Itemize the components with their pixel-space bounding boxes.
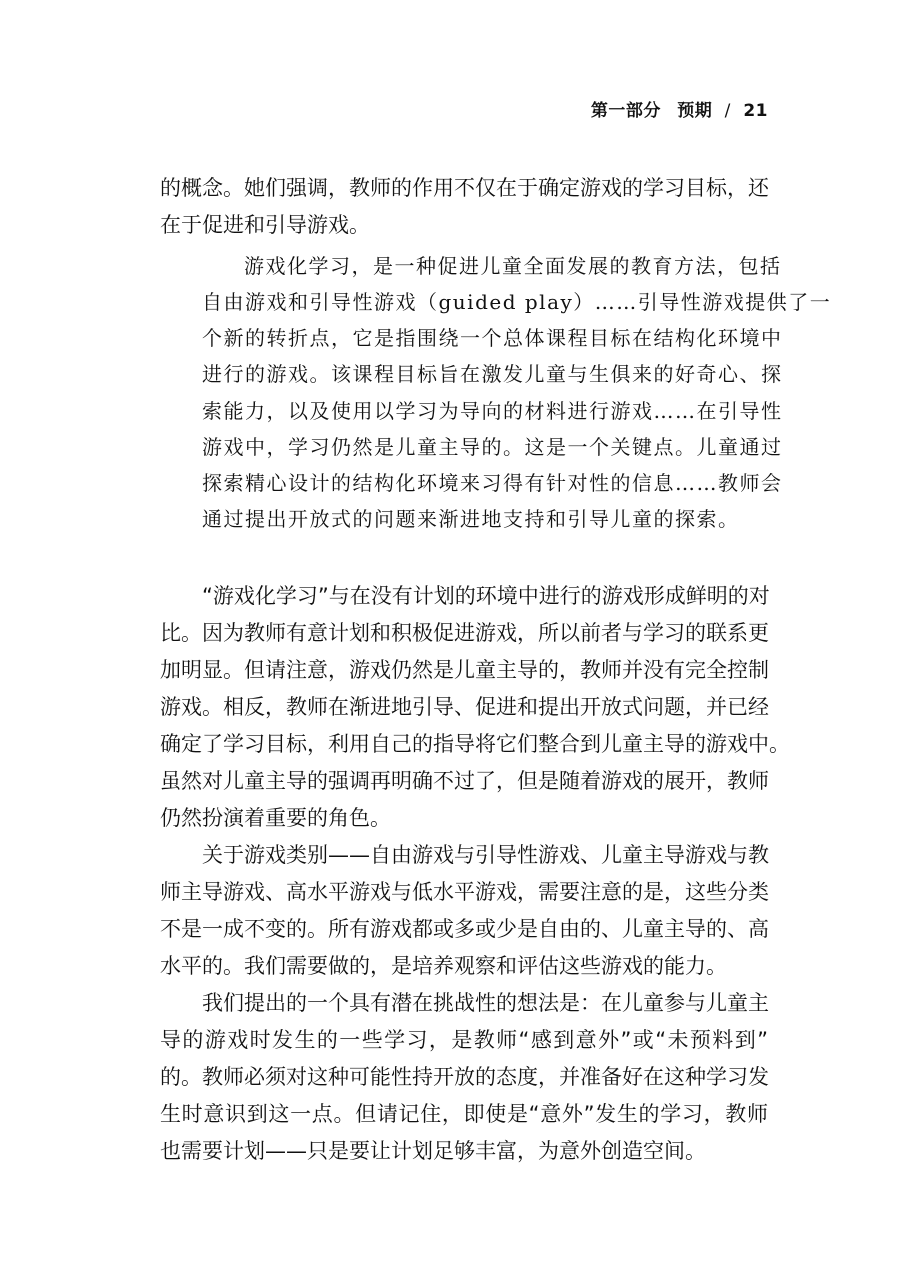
quote-line: 探索精心设计的结构化环境来习得有针对性的信息……教师会 — [202, 471, 783, 495]
quote-line: 个新的转折点，它是指围绕一个总体课程目标在结构化环境中 — [202, 326, 783, 350]
header-separator: / — [724, 101, 731, 121]
body-line: 师主导游戏、高水平游戏与低水平游戏，需要注意的是，这些分类 — [160, 880, 769, 904]
body-line: 不是一成不变的。所有游戏都或多或少是自由的、儿童主导的、高 — [160, 917, 769, 941]
body-line: 关于游戏类别——自由游戏与引导性游戏、儿童主导游戏与教 — [202, 843, 769, 867]
quote-line: 游戏化学习，是一种促进儿童全面发展的教育方法，包括 — [244, 254, 782, 278]
page-number: 21 — [743, 101, 768, 121]
body-line: 比。因为教师有意计划和积极促进游戏，所以前者与学习的联系更 — [160, 621, 769, 645]
quote-line: 自由游戏和引导性游戏（guided play）……引导性游戏提供了一 — [202, 290, 832, 314]
part-title: 第一部分 — [590, 101, 661, 121]
body-line: 我们提出的一个具有潜在挑战性的想法是：在儿童参与儿童主 — [202, 991, 769, 1015]
body-line: 生时意识到这一点。但请记住，即使是“意外”发生的学习，教师 — [160, 1102, 768, 1126]
body-line: 的概念。她们强调，教师的作用不仅在于确定游戏的学习目标，还 — [160, 176, 769, 200]
body-line: 在于促进和引导游戏。 — [160, 213, 370, 237]
body-line: 导的游戏时发生的一些学习，是教师“感到意外”或“未预料到” — [160, 1028, 768, 1052]
quote-line: 游戏中，学习仍然是儿童主导的。这是一个关键点。儿童通过 — [202, 435, 783, 459]
quote-line: 进行的游戏。该课程目标旨在激发儿童与生俱来的好奇心、探 — [202, 362, 783, 386]
body-line: 确定了学习目标，利用自己的指导将它们整合到儿童主导的游戏中。 — [160, 732, 790, 756]
body-line: 加明显。但请注意，游戏仍然是儿童主导的，教师并没有完全控制 — [160, 658, 769, 682]
body-line: 水平的。我们需要做的，是培养观察和评估这些游戏的能力。 — [160, 954, 727, 978]
body-line: 游戏。相反，教师在渐进地引导、促进和提出开放式问题，并已经 — [160, 695, 769, 719]
chapter-title: 预期 — [677, 101, 713, 121]
quote-line: 通过提出开放式的问题来渐进地支持和引导儿童的探索。 — [202, 507, 740, 531]
body-line: “游戏化学习”与在没有计划的环境中进行的游戏形成鲜明的对 — [202, 584, 770, 608]
body-line: 的。教师必须对这种可能性持开放的态度，并准备好在这种学习发 — [160, 1065, 769, 1089]
quote-line: 索能力，以及使用以学习为导向的材料进行游戏……在引导性 — [202, 399, 783, 423]
running-header — [591, 96, 768, 121]
body-line: 仍然扮演着重要的角色。 — [160, 806, 391, 830]
body-line: 也需要计划——只是要让计划足够丰富，为意外创造空间。 — [160, 1139, 706, 1163]
body-line: 虽然对儿童主导的强调再明确不过了，但是随着游戏的展开，教师 — [160, 769, 769, 793]
